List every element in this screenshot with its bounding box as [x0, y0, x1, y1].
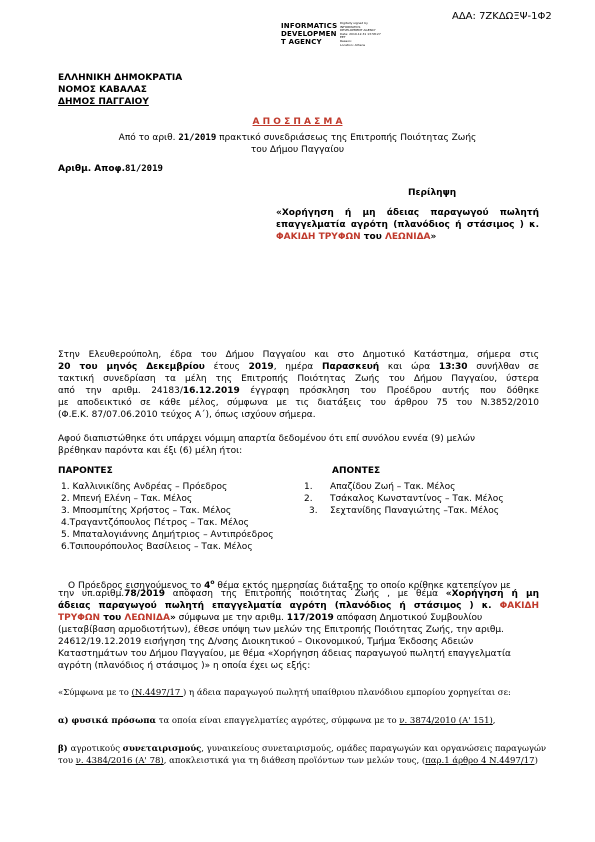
paragraph-line: τακτική συνεδρίαση τα μέλη της Επιτροπής Ποιότητας Ζωής του Δήμου Παγγαίου, ύστερα [58, 374, 539, 384]
text-run: σύμφωνα με την αριθμ. [175, 613, 287, 623]
summary-text: » [430, 232, 437, 242]
agency-line: INFORMATICS [281, 22, 338, 30]
paragraph-line: Καταστημάτων του Δήμου Παγγαίου, με θέμα «Χορήγηση άδειας παραγωγού πωλητή επαγγελματία [58, 649, 511, 659]
law-link[interactable]: ν. 4384/2016 (Α' 78) [75, 756, 164, 766]
present-member: 4.Τραγαντζόπουλος Πέτρος – Τακ. Μέλος [61, 518, 249, 528]
text-run: του [58, 756, 76, 766]
issuer-municipality: ΔΗΜΟΣ ΠΑΓΓΑΙΟΥ [58, 97, 149, 107]
absent-member: Απαζίδου Ζωή – Τακ. Μέλος [330, 482, 456, 492]
text-run: απόφαση Δημοτικού Συμβουλίου [333, 613, 483, 623]
ada-code: ΑΔΑ: 7ΖΚΔΩΞΨ-1Φ2 [452, 11, 552, 22]
paragraph-line [58, 613, 482, 624]
signature-detail: DEVELOPMENT AGENCY [340, 28, 376, 33]
absent-member-number: 2. [304, 494, 313, 504]
law-link[interactable]: παρ.1 άρθρο 4 Ν.4497/17 [425, 756, 535, 766]
text-run: τα οποία είναι επαγγελματίες αγρότες, σύμφωνα με το [156, 716, 400, 726]
text-run: απόφαση της Επιτροπής ποιότητας Ζωής , με θέμα [165, 589, 446, 599]
text-run: του [100, 613, 125, 623]
text-run: , ημέρα [273, 362, 322, 372]
agency-line: DEVELOPMEN [281, 30, 337, 38]
signature-detail: Date: 2019.12.31 13:58:27 [340, 31, 381, 36]
text-run: 78/2019 [124, 589, 166, 599]
text-run: 117/2019 [286, 613, 334, 623]
text-run: ) η άδεια παραγωγού πωλητή υπαίθριου πλανόδιου εμπορίου χορηγείται σε: [183, 688, 511, 698]
summary-line: «Χορήγηση ή μη άδειας παραγωγού πωλητή [276, 208, 539, 218]
paragraph-line: με αποδεικτικό σε κάθε μέλος, σύμφωνα με τις διατάξεις του άρθρου 75 του Ν.3852/2010 [58, 398, 539, 408]
summary-text: του [360, 232, 385, 242]
absent-member: Τσάκαλος Κωνσταντίνος – Τακ. Μέλος [330, 494, 504, 504]
text-run: , αποκλειστικά για τη διάθεση προϊόντων των μελών τους, ( [163, 756, 426, 766]
text-run: 20 του μηνός [58, 362, 147, 372]
absent-member-number: 1. [304, 482, 313, 492]
present-member: 2. Μπενή Ελένη – Τακ. Μέλος [61, 494, 193, 504]
text-run: αγροτικούς [70, 744, 123, 754]
text-run: ) [534, 756, 538, 766]
decision-number [58, 164, 163, 175]
paragraph-line: αγρότη (πλανόδιος ή στάσιμος )» η οποία έχει ως εξής: [58, 661, 311, 671]
applicant-father-name: ΛΕΩΝΙΔΑ [384, 232, 431, 242]
document-subtitle [0, 133, 595, 144]
summary-heading: Περίληψη [408, 188, 457, 198]
text-run: α) [58, 716, 72, 726]
present-member: 6.Τσιπουρόπουλος Βασίλειος – Τακ. Μέλος [61, 542, 253, 552]
applicant-name: ΤΡΥΦΩΝ [58, 613, 101, 623]
decision-label: Αριθμ. Αποφ. [58, 164, 125, 174]
text-run: έτους [204, 362, 249, 372]
paragraph-line: βρέθηκαν παρόντα και έξι (6) μέλη ήτοι: [58, 446, 243, 456]
paragraph-line [58, 386, 539, 397]
text-run: , γυναικείους συνεταιρισμούς, ομάδες παραγωγών και οργανώσεις παραγωγών [201, 744, 547, 754]
text-run: 2019 [248, 362, 274, 372]
text-run: συνήλθαν σε [467, 362, 539, 372]
absent-member-number: 3. [309, 506, 318, 516]
subtitle-text: Από το αριθ. [118, 133, 176, 143]
agency-line: T AGENCY [281, 38, 322, 46]
text-run: έγγραφη πρόσκληση του Προέδρου αυτής που δόθηκε [239, 386, 539, 396]
law-link[interactable]: ν. 3874/2010 (Α' 151) [399, 716, 493, 726]
text-run: από την αριθμ. 24183/ [58, 386, 183, 396]
signature-detail: Reason: [340, 38, 352, 43]
text-run: και ώρα [379, 362, 439, 372]
paragraph-line [58, 601, 539, 612]
superscript: ο [210, 579, 215, 586]
absent-member: Σεχτανίδης Παναγιώτης –Τακ. Μέλος [330, 506, 500, 516]
paragraph-line [58, 362, 539, 373]
text-run: «Σύμφωνα με το [58, 688, 132, 698]
paragraph-line: 24612/19.12.2019 εισήγηση της Δ/νσης Διοικητικού – Οικονομικού, Τμήμα Έκδοσης Αδειών [58, 637, 474, 647]
law-link[interactable]: (Ν.4497/17 [131, 688, 184, 698]
quote-line [58, 756, 538, 767]
text-run: β) [58, 744, 71, 754]
text-run: Δεκεμβρίου [146, 362, 205, 372]
applicant-father-name: ΛΕΩΝΙΔΑ [124, 613, 170, 623]
summary-name [276, 232, 436, 243]
text-run: » [169, 613, 176, 623]
decision-value: 81/2019 [125, 164, 163, 174]
issuer-prefecture: ΝΟΜΟΣ ΚΑΒΑΛΑΣ [58, 85, 147, 95]
present-member: 1. Καλλινικίδης Ανδρέας – Πρόεδρος [61, 482, 228, 492]
quote-line [58, 744, 546, 755]
text-run: «Χορήγηση ή μη [445, 589, 539, 599]
text-run: άδειας παραγωγού πωλητή επαγγελματία αγρότη (πλανόδιος ή στάσιμος ) κ. [58, 601, 492, 611]
paragraph-line: (μεταβίβαση αρμοδιοτήτων), έθεσε υπόψη των μελών της Επιτροπής Ποιότητας Ζωής, την αριθμ. [58, 625, 504, 635]
signature-details [340, 22, 381, 47]
applicant-name: ΦΑΚΙΔΗ [499, 601, 540, 611]
subtitle-text: πρακτικό συνεδριάσεως της Επιτροπής Ποιότητας Ζωής [216, 133, 477, 143]
text-run: συνεταιρισμούς [122, 744, 202, 754]
text-run: 16.12.2019 [182, 386, 240, 396]
signature-detail: Location: Athens [340, 42, 366, 47]
text-run: , [492, 716, 496, 726]
text-run: θέμα εκτός ημερησίας διάταξης το οποίο κρίθηκε κατεπείγον με [214, 581, 511, 591]
text-run: φυσικά πρόσωπα [71, 716, 157, 726]
quote-line [58, 688, 511, 699]
text-run: Παρασκευή [321, 362, 380, 372]
applicant-name: ΦΑΚΙΔΗ ΤΡΥΦΩΝ [276, 232, 361, 242]
issuer-republic: ΕΛΛΗΝΙΚΗ ΔΗΜΟΚΡΑΤΙΑ [58, 73, 183, 83]
signature-detail: Digitally signed by [340, 21, 368, 25]
digital-signature-block [281, 22, 337, 46]
present-member: 3. Μποσμπίτης Χρήστος – Τακ. Μέλος [61, 506, 232, 516]
present-heading: ΠΑΡΟΝΤΕΣ [58, 466, 113, 476]
summary-line: επαγγελματία αγρότη (πλανόδιος ή στάσιμος ) κ. [276, 220, 539, 230]
paragraph-line: Στην Ελευθερούπολη, έδρα του Δήμου Παγγαίου και στο Δημοτικό Κατάστημα, σήμερα στις [58, 350, 539, 360]
absent-heading: ΑΠΟΝΤΕΣ [332, 466, 381, 476]
signature-detail: EET [340, 35, 346, 40]
quote-line [58, 716, 496, 727]
document-title: Α Π Ο Σ Π Α Σ Μ Α [252, 117, 343, 127]
paragraph-line: (Φ.Ε.Κ. 87/07.06.2010 τεύχος Α΄), όπως ισχύουν σήμερα. [58, 410, 316, 420]
paragraph-line [58, 589, 539, 600]
text-run: 13:30 [438, 362, 468, 372]
document-subtitle-line2: του Δήμου Παγγαίου [250, 145, 345, 155]
text-run: Ο Πρόεδρος εισηγούμενος το [68, 581, 205, 591]
text-run: την υπ.αριθμ. [58, 589, 125, 599]
present-member: 5. Μπαταλογιάννης Δημήτριος – Αντιπρόεδρος [61, 530, 274, 540]
text-run: 4 [204, 581, 211, 591]
paragraph-line: Αφού διαπιστώθηκε ότι υπάρχει νόμιμη απαρτία δεδομένου ότι επί συνόλου εννέα (9) μελών [58, 434, 476, 444]
signature-detail: INFORMATICS [340, 24, 361, 29]
minutes-number: 21/2019 [178, 133, 217, 143]
